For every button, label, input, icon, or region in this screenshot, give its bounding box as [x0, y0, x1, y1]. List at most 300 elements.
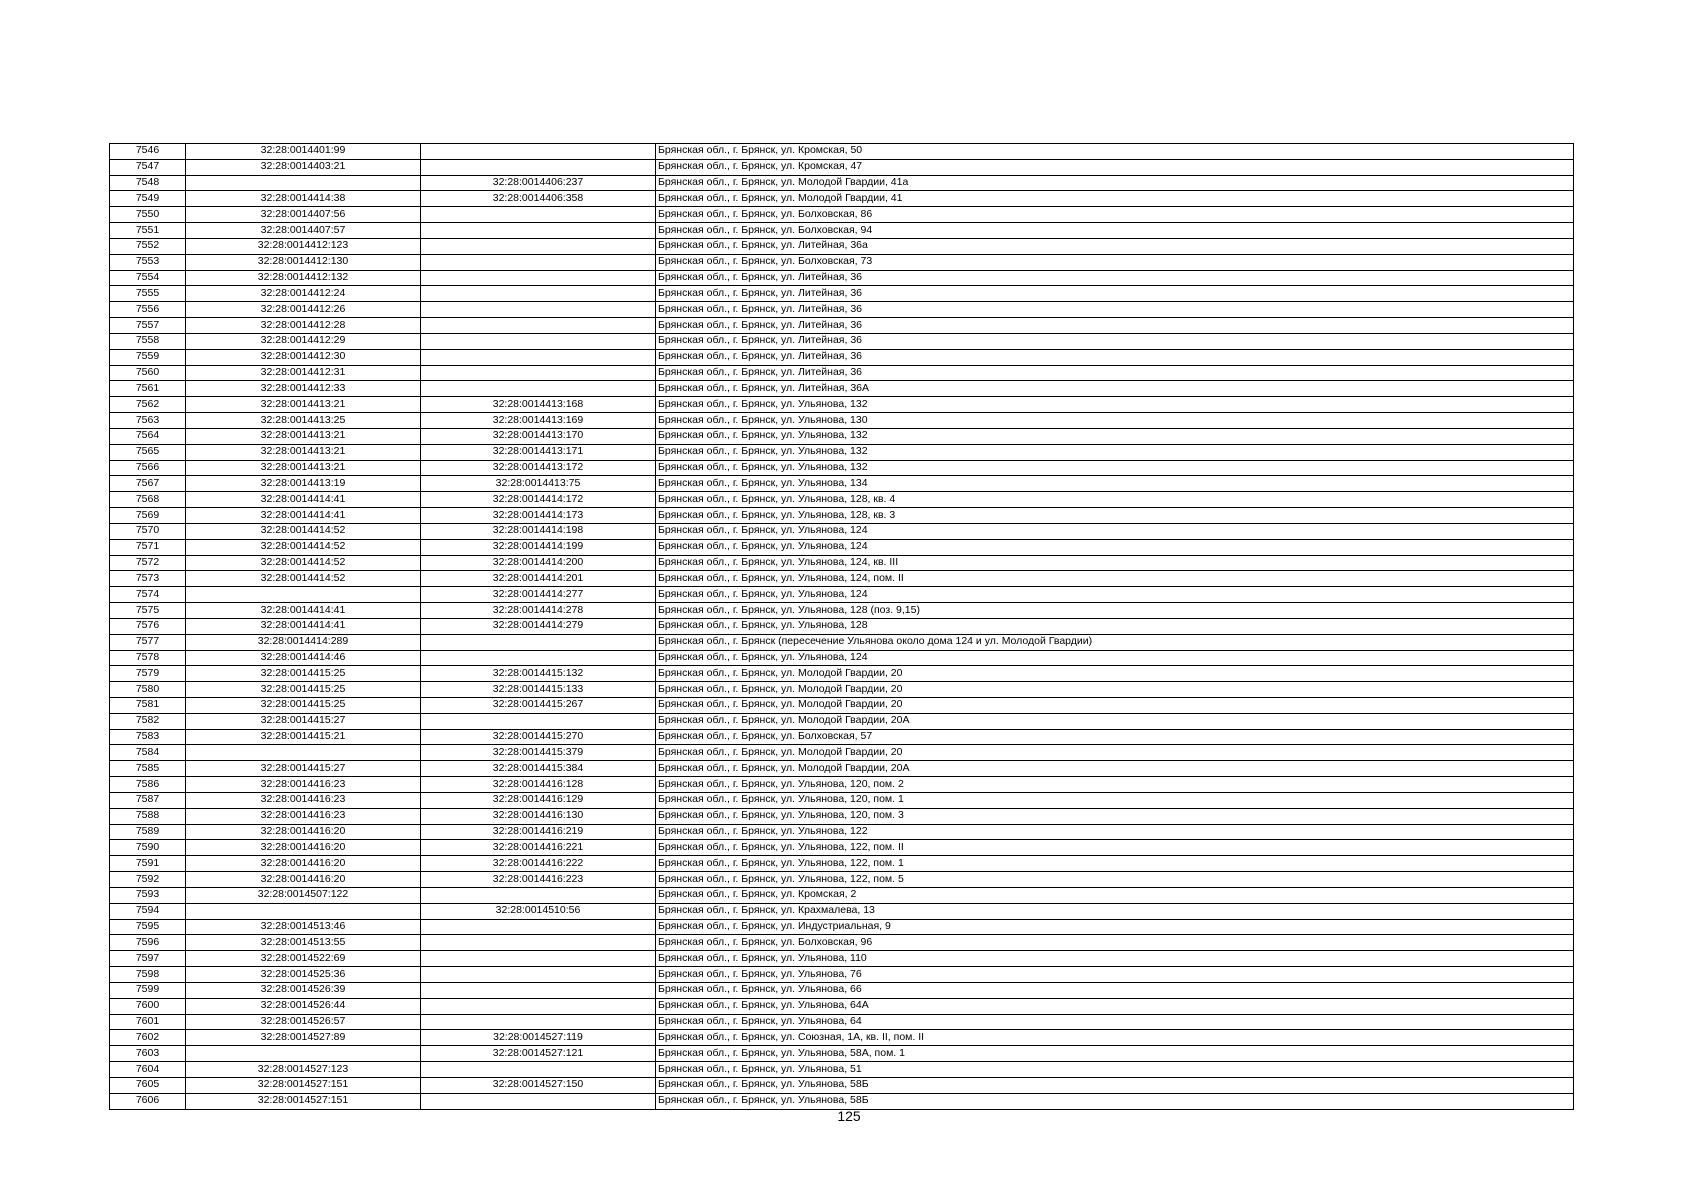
table-row — [110, 587, 1574, 603]
page-number: 125 — [837, 1108, 861, 1124]
land-cadastral-number-cell: 32:28:0014412:26 — [186, 302, 421, 318]
row-number-cell: 7566 — [110, 460, 186, 476]
table-row — [110, 1014, 1574, 1030]
table-row — [110, 634, 1574, 650]
address-cell: Брянская обл., г. Брянск, ул. Ульянова, 124 — [656, 523, 1574, 539]
object-cadastral-number-cell: 32:28:0014414:277 — [421, 587, 656, 603]
table-row — [110, 254, 1574, 270]
object-cadastral-number-cell: 32:28:0014414:173 — [421, 508, 656, 524]
land-cadastral-number-cell: 32:28:0014415:25 — [186, 697, 421, 713]
row-number-cell: 7565 — [110, 444, 186, 460]
address-cell: Брянская обл., г. Брянск, ул. Ульянова, 122, пом. 5 — [656, 872, 1574, 888]
table-row — [110, 333, 1574, 349]
object-cadastral-number-cell: 32:28:0014413:170 — [421, 428, 656, 444]
address-cell: Брянская обл., г. Брянск, ул. Союзная, 1А, кв. II, пом. II — [656, 1030, 1574, 1046]
address-cell: Брянская обл., г. Брянск, ул. Ульянова, 66 — [656, 982, 1574, 998]
land-cadastral-number-cell: 32:28:0014527:123 — [186, 1062, 421, 1078]
table-row — [110, 571, 1574, 587]
row-number-cell: 7578 — [110, 650, 186, 666]
land-cadastral-number-cell: 32:28:0014527:151 — [186, 1077, 421, 1093]
row-number-cell: 7560 — [110, 365, 186, 381]
address-cell: Брянская обл., г. Брянск, ул. Ульянова, 132 — [656, 444, 1574, 460]
object-cadastral-number-cell: 32:28:0014414:172 — [421, 492, 656, 508]
land-cadastral-number-cell: 32:28:0014513:46 — [186, 919, 421, 935]
address-cell: Брянская обл., г. Брянск, ул. Ульянова, 51 — [656, 1062, 1574, 1078]
address-cell: Брянская обл., г. Брянск, ул. Литейная, 36 — [656, 270, 1574, 286]
object-cadastral-number-cell — [421, 1014, 656, 1030]
object-cadastral-number-cell — [421, 935, 656, 951]
object-cadastral-number-cell: 32:28:0014406:237 — [421, 175, 656, 191]
address-cell: Брянская обл., г. Брянск, ул. Ульянова, 132 — [656, 460, 1574, 476]
row-number-cell: 7604 — [110, 1062, 186, 1078]
object-cadastral-number-cell — [421, 1062, 656, 1078]
row-number-cell: 7562 — [110, 397, 186, 413]
address-cell: Брянская обл., г. Брянск (пересечение Ульянова около дома 124 и ул. Молодой Гвардии) — [656, 634, 1574, 650]
address-cell: Брянская обл., г. Брянск, ул. Ульянова, 130 — [656, 413, 1574, 429]
address-cell: Брянская обл., г. Брянск, ул. Литейная, 36А — [656, 381, 1574, 397]
land-cadastral-number-cell: 32:28:0014526:44 — [186, 998, 421, 1014]
object-cadastral-number-cell — [421, 381, 656, 397]
row-number-cell: 7600 — [110, 998, 186, 1014]
table-row — [110, 935, 1574, 951]
address-cell: Брянская обл., г. Брянск, ул. Ульянова, 120, пом. 3 — [656, 808, 1574, 824]
row-number-cell: 7570 — [110, 523, 186, 539]
land-cadastral-number-cell: 32:28:0014522:69 — [186, 951, 421, 967]
row-number-cell: 7568 — [110, 492, 186, 508]
row-number-cell: 7569 — [110, 508, 186, 524]
object-cadastral-number-cell — [421, 365, 656, 381]
row-number-cell: 7579 — [110, 666, 186, 682]
address-cell: Брянская обл., г. Брянск, ул. Ульянова, 122, пом. II — [656, 840, 1574, 856]
row-number-cell: 7561 — [110, 381, 186, 397]
object-cadastral-number-cell — [421, 254, 656, 270]
row-number-cell: 7584 — [110, 745, 186, 761]
object-cadastral-number-cell: 32:28:0014415:270 — [421, 729, 656, 745]
land-cadastral-number-cell: 32:28:0014412:28 — [186, 318, 421, 334]
table-row — [110, 1077, 1574, 1093]
row-number-cell: 7602 — [110, 1030, 186, 1046]
object-cadastral-number-cell: 32:28:0014415:384 — [421, 761, 656, 777]
row-number-cell: 7552 — [110, 238, 186, 254]
object-cadastral-number-cell — [421, 650, 656, 666]
table-row — [110, 381, 1574, 397]
land-cadastral-number-cell: 32:28:0014513:55 — [186, 935, 421, 951]
address-cell: Брянская обл., г. Брянск, ул. Ульянова, 58Б — [656, 1093, 1574, 1109]
object-cadastral-number-cell: 32:28:0014414:199 — [421, 539, 656, 555]
land-cadastral-number-cell: 32:28:0014412:31 — [186, 365, 421, 381]
row-number-cell: 7577 — [110, 634, 186, 650]
table-row — [110, 476, 1574, 492]
address-cell: Брянская обл., г. Брянск, ул. Ульянова, 122 — [656, 824, 1574, 840]
land-cadastral-number-cell: 32:28:0014415:25 — [186, 666, 421, 682]
object-cadastral-number-cell — [421, 286, 656, 302]
row-number-cell: 7586 — [110, 777, 186, 793]
land-cadastral-number-cell: 32:28:0014414:41 — [186, 618, 421, 634]
row-number-cell: 7549 — [110, 191, 186, 207]
registry-table — [109, 143, 1574, 1110]
land-cadastral-number-cell: 32:28:0014416:23 — [186, 777, 421, 793]
address-cell: Брянская обл., г. Брянск, ул. Ульянова, 124 — [656, 539, 1574, 555]
land-cadastral-number-cell: 32:28:0014407:57 — [186, 223, 421, 239]
object-cadastral-number-cell: 32:28:0014413:168 — [421, 397, 656, 413]
address-cell: Брянская обл., г. Брянск, ул. Кромская, 2 — [656, 887, 1574, 903]
address-cell: Брянская обл., г. Брянск, ул. Литейная, 36 — [656, 302, 1574, 318]
table-row — [110, 159, 1574, 175]
land-cadastral-number-cell: 32:28:0014413:21 — [186, 460, 421, 476]
object-cadastral-number-cell: 32:28:0014527:121 — [421, 1046, 656, 1062]
object-cadastral-number-cell: 32:28:0014416:222 — [421, 856, 656, 872]
land-cadastral-number-cell: 32:28:0014414:52 — [186, 571, 421, 587]
object-cadastral-number-cell: 32:28:0014414:200 — [421, 555, 656, 571]
land-cadastral-number-cell — [186, 587, 421, 603]
table-row — [110, 539, 1574, 555]
address-cell: Брянская обл., г. Брянск, ул. Болховская, 73 — [656, 254, 1574, 270]
land-cadastral-number-cell: 32:28:0014412:132 — [186, 270, 421, 286]
row-number-cell: 7572 — [110, 555, 186, 571]
object-cadastral-number-cell — [421, 270, 656, 286]
object-cadastral-number-cell — [421, 159, 656, 175]
table-row — [110, 603, 1574, 619]
land-cadastral-number-cell: 32:28:0014416:20 — [186, 824, 421, 840]
object-cadastral-number-cell — [421, 144, 656, 160]
row-number-cell: 7547 — [110, 159, 186, 175]
table-row — [110, 223, 1574, 239]
row-number-cell: 7597 — [110, 951, 186, 967]
address-cell: Брянская обл., г. Брянск, ул. Болховская, 94 — [656, 223, 1574, 239]
address-cell: Брянская обл., г. Брянск, ул. Ульянова, 132 — [656, 397, 1574, 413]
row-number-cell: 7551 — [110, 223, 186, 239]
table-row — [110, 191, 1574, 207]
object-cadastral-number-cell: 32:28:0014510:56 — [421, 903, 656, 919]
land-cadastral-number-cell: 32:28:0014414:38 — [186, 191, 421, 207]
object-cadastral-number-cell: 32:28:0014413:171 — [421, 444, 656, 460]
table-row — [110, 745, 1574, 761]
address-cell: Брянская обл., г. Брянск, ул. Молодой Гвардии, 20 — [656, 745, 1574, 761]
land-cadastral-number-cell: 32:28:0014414:41 — [186, 603, 421, 619]
table-row — [110, 682, 1574, 698]
land-cadastral-number-cell: 32:28:0014526:57 — [186, 1014, 421, 1030]
object-cadastral-number-cell: 32:28:0014413:169 — [421, 413, 656, 429]
address-cell: Брянская обл., г. Брянск, ул. Молодой Гвардии, 20А — [656, 761, 1574, 777]
row-number-cell: 7589 — [110, 824, 186, 840]
table-row — [110, 349, 1574, 365]
object-cadastral-number-cell: 32:28:0014415:267 — [421, 697, 656, 713]
row-number-cell: 7585 — [110, 761, 186, 777]
table-row — [110, 523, 1574, 539]
land-cadastral-number-cell: 32:28:0014527:151 — [186, 1093, 421, 1109]
table-row — [110, 856, 1574, 872]
row-number-cell: 7559 — [110, 349, 186, 365]
land-cadastral-number-cell: 32:28:0014525:36 — [186, 967, 421, 983]
address-cell: Брянская обл., г. Брянск, ул. Ульянова, 128 (поз. 9,15) — [656, 603, 1574, 619]
table-row — [110, 460, 1574, 476]
address-cell: Брянская обл., г. Брянск, ул. Ульянова, 128, кв. 4 — [656, 492, 1574, 508]
row-number-cell: 7596 — [110, 935, 186, 951]
land-cadastral-number-cell: 32:28:0014415:27 — [186, 713, 421, 729]
land-cadastral-number-cell: 32:28:0014414:52 — [186, 523, 421, 539]
address-cell: Брянская обл., г. Брянск, ул. Ульянова, 128 — [656, 618, 1574, 634]
land-cadastral-number-cell: 32:28:0014415:27 — [186, 761, 421, 777]
table-row — [110, 713, 1574, 729]
address-cell: Брянская обл., г. Брянск, ул. Болховская, 86 — [656, 207, 1574, 223]
table-row — [110, 1093, 1574, 1109]
object-cadastral-number-cell: 32:28:0014527:119 — [421, 1030, 656, 1046]
land-cadastral-number-cell: 32:28:0014403:21 — [186, 159, 421, 175]
table-row — [110, 666, 1574, 682]
object-cadastral-number-cell — [421, 238, 656, 254]
row-number-cell: 7574 — [110, 587, 186, 603]
table-row — [110, 286, 1574, 302]
land-cadastral-number-cell: 32:28:0014412:123 — [186, 238, 421, 254]
table-row — [110, 824, 1574, 840]
land-cadastral-number-cell: 32:28:0014414:52 — [186, 539, 421, 555]
row-number-cell: 7581 — [110, 697, 186, 713]
object-cadastral-number-cell — [421, 887, 656, 903]
address-cell: Брянская обл., г. Брянск, ул. Литейная, 36 — [656, 318, 1574, 334]
table-row — [110, 175, 1574, 191]
row-number-cell: 7546 — [110, 144, 186, 160]
land-cadastral-number-cell: 32:28:0014414:52 — [186, 555, 421, 571]
object-cadastral-number-cell — [421, 951, 656, 967]
row-number-cell: 7587 — [110, 792, 186, 808]
object-cadastral-number-cell: 32:28:0014527:150 — [421, 1077, 656, 1093]
table-row — [110, 508, 1574, 524]
land-cadastral-number-cell: 32:28:0014412:130 — [186, 254, 421, 270]
object-cadastral-number-cell — [421, 713, 656, 729]
address-cell: Брянская обл., г. Брянск, ул. Ульянова, 120, пом. 2 — [656, 777, 1574, 793]
row-number-cell: 7594 — [110, 903, 186, 919]
address-cell: Брянская обл., г. Брянск, ул. Литейная, 36 — [656, 365, 1574, 381]
row-number-cell: 7580 — [110, 682, 186, 698]
row-number-cell: 7595 — [110, 919, 186, 935]
row-number-cell: 7605 — [110, 1077, 186, 1093]
row-number-cell: 7553 — [110, 254, 186, 270]
object-cadastral-number-cell: 32:28:0014415:132 — [421, 666, 656, 682]
land-cadastral-number-cell: 32:28:0014414:41 — [186, 492, 421, 508]
address-cell: Брянская обл., г. Брянск, ул. Крахмалева, 13 — [656, 903, 1574, 919]
land-cadastral-number-cell: 32:28:0014412:29 — [186, 333, 421, 349]
object-cadastral-number-cell — [421, 967, 656, 983]
table-row — [110, 555, 1574, 571]
table-row — [110, 840, 1574, 856]
land-cadastral-number-cell: 32:28:0014416:20 — [186, 840, 421, 856]
object-cadastral-number-cell — [421, 998, 656, 1014]
land-cadastral-number-cell: 32:28:0014416:20 — [186, 856, 421, 872]
row-number-cell: 7590 — [110, 840, 186, 856]
object-cadastral-number-cell — [421, 634, 656, 650]
row-number-cell: 7550 — [110, 207, 186, 223]
row-number-cell: 7555 — [110, 286, 186, 302]
address-cell: Брянская обл., г. Брянск, ул. Болховская, 57 — [656, 729, 1574, 745]
land-cadastral-number-cell — [186, 745, 421, 761]
object-cadastral-number-cell — [421, 318, 656, 334]
row-number-cell: 7575 — [110, 603, 186, 619]
row-number-cell: 7557 — [110, 318, 186, 334]
object-cadastral-number-cell — [421, 207, 656, 223]
table-row — [110, 967, 1574, 983]
object-cadastral-number-cell: 32:28:0014416:129 — [421, 792, 656, 808]
row-number-cell: 7558 — [110, 333, 186, 349]
land-cadastral-number-cell: 32:28:0014413:21 — [186, 444, 421, 460]
land-cadastral-number-cell: 32:28:0014527:89 — [186, 1030, 421, 1046]
address-cell: Брянская обл., г. Брянск, ул. Ульянова, 110 — [656, 951, 1574, 967]
row-number-cell: 7598 — [110, 967, 186, 983]
row-number-cell: 7588 — [110, 808, 186, 824]
table-row — [110, 1030, 1574, 1046]
object-cadastral-number-cell: 32:28:0014415:133 — [421, 682, 656, 698]
address-cell: Брянская обл., г. Брянск, ул. Молодой Гвардии, 20 — [656, 666, 1574, 682]
table-row — [110, 982, 1574, 998]
land-cadastral-number-cell: 32:28:0014416:23 — [186, 792, 421, 808]
object-cadastral-number-cell: 32:28:0014413:172 — [421, 460, 656, 476]
row-number-cell: 7554 — [110, 270, 186, 286]
object-cadastral-number-cell — [421, 333, 656, 349]
row-number-cell: 7548 — [110, 175, 186, 191]
registry-table-body — [110, 144, 1574, 1110]
land-cadastral-number-cell: 32:28:0014412:30 — [186, 349, 421, 365]
table-row — [110, 903, 1574, 919]
table-row — [110, 792, 1574, 808]
object-cadastral-number-cell: 32:28:0014415:379 — [421, 745, 656, 761]
object-cadastral-number-cell — [421, 223, 656, 239]
address-cell: Брянская обл., г. Брянск, ул. Молодой Гвардии, 41а — [656, 175, 1574, 191]
land-cadastral-number-cell: 32:28:0014526:39 — [186, 982, 421, 998]
row-number-cell: 7563 — [110, 413, 186, 429]
table-row — [110, 302, 1574, 318]
row-number-cell: 7582 — [110, 713, 186, 729]
address-cell: Брянская обл., г. Брянск, ул. Литейная, 36 — [656, 286, 1574, 302]
table-row — [110, 998, 1574, 1014]
table-row — [110, 492, 1574, 508]
object-cadastral-number-cell: 32:28:0014414:279 — [421, 618, 656, 634]
object-cadastral-number-cell — [421, 349, 656, 365]
address-cell: Брянская обл., г. Брянск, ул. Кромская, 50 — [656, 144, 1574, 160]
row-number-cell: 7571 — [110, 539, 186, 555]
table-row — [110, 729, 1574, 745]
address-cell: Брянская обл., г. Брянск, ул. Кромская, 47 — [656, 159, 1574, 175]
land-cadastral-number-cell — [186, 175, 421, 191]
address-cell: Брянская обл., г. Брянск, ул. Ульянова, 64 — [656, 1014, 1574, 1030]
land-cadastral-number-cell: 32:28:0014401:99 — [186, 144, 421, 160]
address-cell: Брянская обл., г. Брянск, ул. Ульянова, 122, пом. 1 — [656, 856, 1574, 872]
row-number-cell: 7556 — [110, 302, 186, 318]
table-row — [110, 238, 1574, 254]
row-number-cell: 7593 — [110, 887, 186, 903]
address-cell: Брянская обл., г. Брянск, ул. Ульянова, 134 — [656, 476, 1574, 492]
object-cadastral-number-cell: 32:28:0014414:198 — [421, 523, 656, 539]
table-row — [110, 650, 1574, 666]
address-cell: Брянская обл., г. Брянск, ул. Ульянова, 76 — [656, 967, 1574, 983]
land-cadastral-number-cell — [186, 1046, 421, 1062]
land-cadastral-number-cell: 32:28:0014415:21 — [186, 729, 421, 745]
address-cell: Брянская обл., г. Брянск, ул. Ульянова, 132 — [656, 428, 1574, 444]
land-cadastral-number-cell: 32:28:0014413:25 — [186, 413, 421, 429]
object-cadastral-number-cell: 32:28:0014414:201 — [421, 571, 656, 587]
table-row — [110, 444, 1574, 460]
table-row — [110, 270, 1574, 286]
land-cadastral-number-cell: 32:28:0014414:46 — [186, 650, 421, 666]
object-cadastral-number-cell: 32:28:0014416:221 — [421, 840, 656, 856]
table-row — [110, 872, 1574, 888]
land-cadastral-number-cell: 32:28:0014407:56 — [186, 207, 421, 223]
address-cell: Брянская обл., г. Брянск, ул. Ульянова, 64А — [656, 998, 1574, 1014]
land-cadastral-number-cell: 32:28:0014413:21 — [186, 428, 421, 444]
land-cadastral-number-cell: 32:28:0014413:21 — [186, 397, 421, 413]
address-cell: Брянская обл., г. Брянск, ул. Индустриальная, 9 — [656, 919, 1574, 935]
table-row — [110, 1062, 1574, 1078]
land-cadastral-number-cell: 32:28:0014412:24 — [186, 286, 421, 302]
land-cadastral-number-cell: 32:28:0014414:289 — [186, 634, 421, 650]
table-row — [110, 777, 1574, 793]
table-row — [110, 697, 1574, 713]
land-cadastral-number-cell: 32:28:0014507:122 — [186, 887, 421, 903]
land-cadastral-number-cell: 32:28:0014415:25 — [186, 682, 421, 698]
address-cell: Брянская обл., г. Брянск, ул. Ульянова, 120, пом. 1 — [656, 792, 1574, 808]
row-number-cell: 7576 — [110, 618, 186, 634]
address-cell: Брянская обл., г. Брянск, ул. Ульянова, 58Б — [656, 1077, 1574, 1093]
land-cadastral-number-cell: 32:28:0014414:41 — [186, 508, 421, 524]
row-number-cell: 7601 — [110, 1014, 186, 1030]
object-cadastral-number-cell: 32:28:0014414:278 — [421, 603, 656, 619]
address-cell: Брянская обл., г. Брянск, ул. Литейная, 36 — [656, 349, 1574, 365]
table-row — [110, 761, 1574, 777]
object-cadastral-number-cell: 32:28:0014416:219 — [421, 824, 656, 840]
land-cadastral-number-cell: 32:28:0014413:19 — [186, 476, 421, 492]
address-cell: Брянская обл., г. Брянск, ул. Молодой Гвардии, 41 — [656, 191, 1574, 207]
table-row — [110, 318, 1574, 334]
address-cell: Брянская обл., г. Брянск, ул. Молодой Гвардии, 20А — [656, 713, 1574, 729]
row-number-cell: 7567 — [110, 476, 186, 492]
table-row — [110, 951, 1574, 967]
address-cell: Брянская обл., г. Брянск, ул. Молодой Гвардии, 20 — [656, 682, 1574, 698]
table-row — [110, 919, 1574, 935]
table-row — [110, 618, 1574, 634]
address-cell: Брянская обл., г. Брянск, ул. Ульянова, 124, кв. III — [656, 555, 1574, 571]
address-cell: Брянская обл., г. Брянск, ул. Болховская, 96 — [656, 935, 1574, 951]
land-cadastral-number-cell: 32:28:0014412:33 — [186, 381, 421, 397]
object-cadastral-number-cell — [421, 982, 656, 998]
row-number-cell: 7603 — [110, 1046, 186, 1062]
table-row — [110, 144, 1574, 160]
address-cell: Брянская обл., г. Брянск, ул. Литейная, 36 — [656, 333, 1574, 349]
row-number-cell: 7592 — [110, 872, 186, 888]
object-cadastral-number-cell: 32:28:0014416:128 — [421, 777, 656, 793]
table-row — [110, 413, 1574, 429]
row-number-cell: 7599 — [110, 982, 186, 998]
row-number-cell: 7564 — [110, 428, 186, 444]
row-number-cell: 7606 — [110, 1093, 186, 1109]
address-cell: Брянская обл., г. Брянск, ул. Ульянова, 58А, пом. 1 — [656, 1046, 1574, 1062]
address-cell: Брянская обл., г. Брянск, ул. Ульянова, 124 — [656, 650, 1574, 666]
land-cadastral-number-cell: 32:28:0014416:20 — [186, 872, 421, 888]
table-row — [110, 397, 1574, 413]
row-number-cell: 7583 — [110, 729, 186, 745]
land-cadastral-number-cell: 32:28:0014416:23 — [186, 808, 421, 824]
object-cadastral-number-cell: 32:28:0014416:130 — [421, 808, 656, 824]
object-cadastral-number-cell — [421, 1093, 656, 1109]
object-cadastral-number-cell — [421, 302, 656, 318]
row-number-cell: 7573 — [110, 571, 186, 587]
address-cell: Брянская обл., г. Брянск, ул. Ульянова, 124 — [656, 587, 1574, 603]
table-row — [110, 1046, 1574, 1062]
address-cell: Брянская обл., г. Брянск, ул. Ульянова, 128, кв. 3 — [656, 508, 1574, 524]
table-row — [110, 808, 1574, 824]
table-row — [110, 365, 1574, 381]
row-number-cell: 7591 — [110, 856, 186, 872]
object-cadastral-number-cell: 32:28:0014406:358 — [421, 191, 656, 207]
address-cell: Брянская обл., г. Брянск, ул. Литейная, 36а — [656, 238, 1574, 254]
object-cadastral-number-cell — [421, 919, 656, 935]
